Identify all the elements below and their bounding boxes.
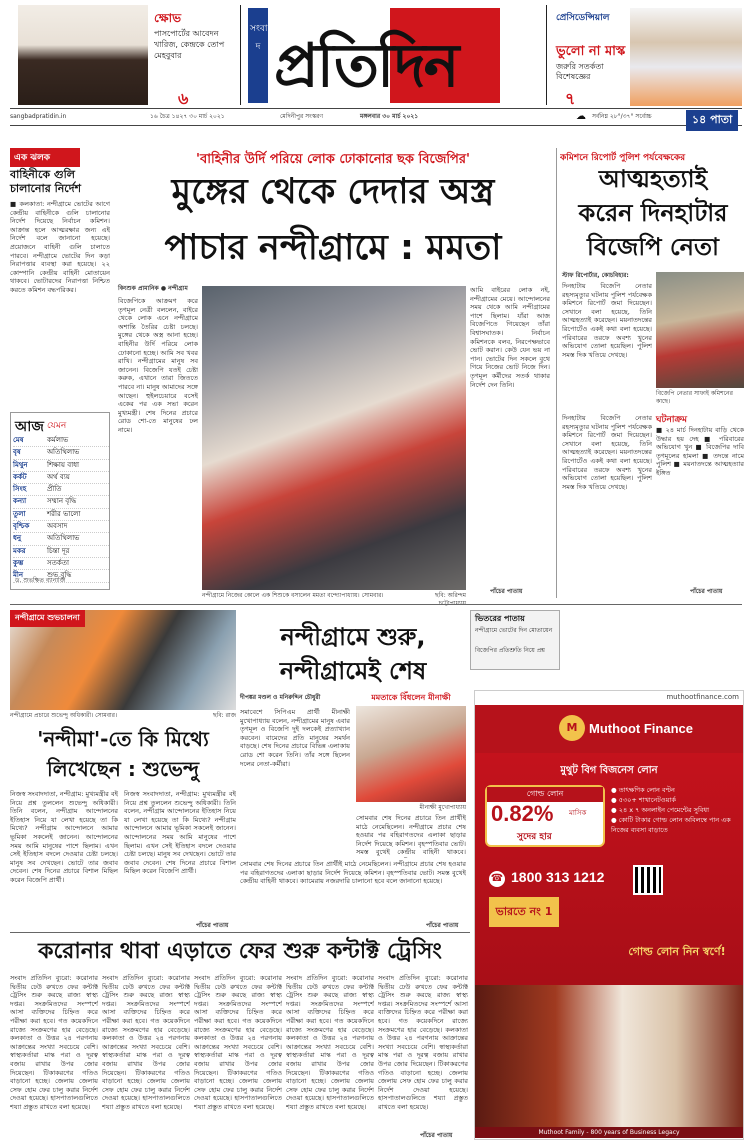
right-headline-line2: করেন দিনহাটার bbox=[578, 199, 728, 227]
ad-features bbox=[611, 785, 737, 835]
lead-cont[interactable]: পাঁচের পাতায় bbox=[490, 588, 523, 595]
second-body3: সোমবার শেষ দিনের প্রচারে তিন প্রার্থীই মাঠে নেমেছিলেন। নন্দীগ্রামে প্রচার শেষ হওয়ার পর বহিরাগতদের এলাকা ছাড়ার নির্দেশ দিয়েছে কমিশন। বৃহস্পতিবার ভোট। সমস্ত বুথেই কেন্দ্রীয় বাহিনী থাকবে। ক্যামেরায় নজরদারি চালানো হবে বলে জানানো হয়েছে। bbox=[240, 860, 466, 886]
right-promo-text: জরুরি সতর্কতা বিশেষজ্ঞের bbox=[556, 62, 604, 81]
ad-phone[interactable]: 1800 313 1212 bbox=[511, 869, 605, 885]
left-promo-title: ক্ষোভ bbox=[154, 11, 182, 25]
website[interactable]: sangbadpratidin.in bbox=[10, 113, 67, 120]
bottom-col-2: সংবাদ প্রতিদিন ব্যুরো: করোনার দ্বিতীয় ঢেউ রুখতে ফের কন্টাক্ট ট্রেসিং শুরু করছে রাজ্য স্বাস্থ্য দপ্তর। সংক্রমিতদের সংস্পর্শে আসা ব্যক্তিদের চিহ্নিত করে পরীক্ষা করা হবে। গত কয়েকদিনে রাজ্যে সংক্রমণের হার বেড়েছে। কলকাতা ও উত্তর ২৪ পরগনায় আক্রান্তের সংখ্যা সবচেয়ে বেশি। স্বাস্থ্যকর্তারা মাস্ক পরা ও দূরত্ব বজায় রাখার উপর জোর দিয়েছেন। টিকাকরণের গতিও বাড়ানো হচ্ছে। জেলায় জেলায় সেফ হোম ফের চালু করার নির্দেশ দেওয়া হয়েছে। হাসপাতালগুলিতে শয্যা প্রস্তুত রাখতে বলা হয়েছে। bbox=[102, 974, 190, 1111]
ad-rate-suffix: মাসিক bbox=[569, 809, 587, 817]
aaj-sign: তুলা bbox=[13, 509, 26, 518]
aaj-sign: মকর bbox=[13, 546, 26, 555]
ghotonakrom-box bbox=[656, 412, 744, 588]
left-promo-divider bbox=[240, 5, 241, 105]
hrule-2 bbox=[10, 932, 470, 933]
ad-feature: ● কোটি টাকার গোল্ড লোন অবিলম্বে পান এক নিজের ব্যবসা বাড়াতে bbox=[611, 816, 731, 834]
aaj-text: চিন্তা দূর bbox=[47, 546, 70, 555]
aaj-text: অর্থ ব্যয় bbox=[47, 472, 70, 481]
right-byline: স্টাফ রিপোর্টার, কোচবিহার: bbox=[562, 272, 629, 279]
aaj-row bbox=[13, 484, 109, 496]
inside-header: ভিতরের পাতায় bbox=[475, 614, 525, 623]
hrule-1 bbox=[10, 604, 742, 605]
aaj-text: অতিথিলাভ bbox=[47, 534, 80, 543]
inside-box bbox=[470, 610, 560, 670]
issue-info: ১৬ চৈত্র ১৪২৭ ৩০ মার্চ ২০২১ bbox=[150, 113, 225, 120]
ad-gold-loan-label: গোল্ড লোন bbox=[487, 787, 603, 802]
second-sub-kicker: মমতাকে বিঁধলেন মীনাক্ষী bbox=[371, 693, 451, 702]
lead-photo bbox=[202, 286, 466, 590]
ad-rate-text: সুদের হার bbox=[517, 832, 552, 842]
ad-url[interactable]: muthootfinance.com bbox=[666, 693, 739, 701]
aaj-text: প্রীতি bbox=[47, 485, 62, 494]
lead-headline-line1: মুঙ্গের থেকে দেদার অস্ত্র bbox=[171, 172, 495, 212]
second-headline-line2: নন্দীগ্রামেই শেষ bbox=[279, 657, 427, 685]
aaj-row bbox=[13, 521, 109, 533]
right-promo-title: ভুলো না মাস্ক bbox=[556, 44, 626, 59]
aaj-subheader: যেমন bbox=[47, 421, 67, 431]
aaj-sign: কর্কট bbox=[13, 472, 27, 481]
right-cont[interactable]: পাঁচের পাতায় bbox=[690, 588, 723, 595]
ad-footer: Muthoot Family - 800 years of Business Legacy bbox=[475, 1127, 743, 1138]
bottom-col-1: সংবাদ প্রতিদিন ব্যুরো: করোনার দ্বিতীয় ঢেউ রুখতে ফের কন্টাক্ট ট্রেসিং শুরু করছে রাজ্য স্বাস্থ্য দপ্তর। সংক্রমিতদের সংস্পর্শে আসা ব্যক্তিদের চিহ্নিত করে পরীক্ষা করা হবে। গত কয়েকদিনে রাজ্যে সংক্রমণের হার বেড়েছে। কলকাতা ও উত্তর ২৪ পরগনায় আক্রান্তের সংখ্যা সবচেয়ে বেশি। স্বাস্থ্যকর্তারা মাস্ক পরা ও দূরত্ব বজায় রাখার উপর জোর দিয়েছেন। টিকাকরণের গতিও বাড়ানো হচ্ছে। জেলায় জেলায় সেফ হোম ফের চালু করার নির্দেশ দেওয়া হয়েছে। হাসপাতালগুলিতে শয্যা প্রস্তুত রাখতে বলা হয়েছে। bbox=[10, 974, 98, 1111]
left-promo-page: ৬ bbox=[178, 89, 189, 108]
aaj-box bbox=[10, 412, 110, 590]
ad-rank-badge: ভারতে নং 1 bbox=[489, 897, 559, 927]
right-headline-line3: বিজেপি নেতা bbox=[587, 233, 719, 261]
right-caption: বিজেপি নেতার সাফাই কমিশনের কাছে। bbox=[656, 390, 733, 405]
right-body-more: দিনহাটায় বিজেপি নেতার রহস্যমৃত্যুর ঘটনায় পুলিশ পর্যবেক্ষক কমিশনে রিপোর্ট জমা দিয়েছেন। সেখানে বলা হয়েছে, তিনি আত্মহত্যাই করেছেন। ময়নাতদন্তের রিপোর্টেও একই কথা বলা হয়েছে। পরিবারের তরফে অবশ্য খুনের অভিযোগ তোলা হয়েছিল। পুলিশ সমস্ত দিক খতিয়ে দেখছে। bbox=[562, 414, 652, 491]
right-promo-brand: প্রেসিডেন্সিয়াল bbox=[556, 13, 610, 23]
right-headline-line1: আত্মহত্যাই bbox=[598, 165, 708, 193]
aaj-sign: মীন bbox=[13, 571, 24, 580]
aaj-row bbox=[13, 472, 109, 484]
second-body: সমাবেশে সিপিএম প্রার্থী মীনাক্ষী মুখোপাধ্যায় বলেন, নন্দীগ্রামের মানুষ এবার তৃণমূল ও বিজেপি দুই দলকেই প্রত্যাখ্যান করবেন। বামেদের প্রতি মানুষের সমর্থন বাড়ছে। শেষ দিনের প্রচারে বিভিন্ন এলাকায় রোড শো করেন তিনি। তাঁর সঙ্গে ছিলেন দলের নেতা-কর্মীরা। bbox=[240, 708, 350, 768]
info-strip bbox=[10, 108, 742, 126]
minakshi-caption: মীনাক্ষী মুখোপাধ্যায় bbox=[419, 804, 466, 811]
aaj-row bbox=[13, 533, 109, 545]
phone-icon: ☎ bbox=[489, 871, 505, 887]
minakshi-photo bbox=[356, 706, 466, 802]
masthead bbox=[0, 0, 750, 140]
ghotonakrom-body: ■ ২৪ মার্চ দিনহাটায় বাড়ি থেকে উদ্ধার হয় দেহ ■ পরিবারের অভিযোগ খুন ■ বিজেপির দাবি তৃণমূলের হামলা ■ তদন্তে নামে পুলিশ ■ ময়নাতদন্তে আত্মহত্যার ইঙ্গিত bbox=[656, 426, 744, 477]
lead-byline: কিংশুক প্রামানিক ● নন্দীগ্রাম bbox=[118, 285, 188, 292]
aaj-sign: কুম্ভ bbox=[13, 558, 24, 567]
logo-text: প্রতিদিন bbox=[274, 31, 458, 101]
ad-brand: Muthoot Finance bbox=[589, 721, 693, 736]
aaj-sign: বৃষ bbox=[13, 448, 21, 457]
bottom-cont[interactable]: পাঁচের পাতায় bbox=[420, 1132, 453, 1139]
aaj-row bbox=[13, 447, 109, 459]
edition: মেদিনীপুর সংস্করণ bbox=[280, 113, 324, 120]
inside-item2[interactable]: বিজেপির প্রতিশ্রুতি নিয়ে প্রশ্ন bbox=[475, 647, 545, 654]
aaj-sign: সিংহ bbox=[13, 485, 27, 494]
ek-jholok-header: এক ঝলক bbox=[10, 148, 80, 167]
third-cont[interactable]: পাঁচের পাতায় bbox=[196, 922, 229, 929]
lead-headline-line2: পাচার নন্দীগ্রামে : মমতা bbox=[164, 228, 502, 268]
ad-slogan: গোল্ড লোন নিন স্বর্ণে! bbox=[628, 945, 726, 958]
right-promo-divider bbox=[546, 5, 547, 105]
lead-body2: আমি বাইরের লোক নই, নন্দীগ্রামের মেয়ে। আন্দোলনের সময় থেকে আমি নন্দীগ্রামের পাশে ছিলাম। যাঁরা আজ বিজেপিতে গিয়েছেন তাঁরা বিশ্বাসঘাতক। নির্বাচন কমিশনকে বলব, নিরপেক্ষভাবে ভোট করান। কেউ যেন ভয় না পান। ভোটের দিন সকলে বুথে গিয়ে নিজের ভোট নিজে দিন। তৃণমূল কর্মীদের সতর্ক থাকার নির্দেশ দেন তিনি। bbox=[470, 286, 550, 389]
third-headline-line1: 'নন্দীমা'-তে কি মিথ্যে bbox=[37, 727, 209, 751]
aaj-list bbox=[13, 435, 109, 583]
aaj-row bbox=[13, 460, 109, 472]
right-promo-photo bbox=[630, 8, 742, 106]
aaj-credit: ড. শুভক্ষিত ব্যানার্জি bbox=[15, 577, 66, 584]
aaj-sign: ধনু bbox=[13, 534, 22, 543]
aaj-sign: মিথুন bbox=[13, 460, 28, 469]
weather: সর্বনিম্ন ২৮°/৩৭° সর্বোচ্চ bbox=[592, 113, 652, 120]
ad-rate-badge bbox=[485, 785, 605, 847]
bottom-col-5: সংবাদ প্রতিদিন ব্যুরো: করোনার দ্বিতীয় ঢেউ রুখতে ফের কন্টাক্ট ট্রেসিং শুরু করছে রাজ্য স্বাস্থ্য দপ্তর। সংক্রমিতদের সংস্পর্শে আসা ব্যক্তিদের চিহ্নিত করে পরীক্ষা করা হবে। গত কয়েকদিনে রাজ্যে সংক্রমণের হার বেড়েছে। কলকাতা ও উত্তর ২৪ পরগনায় আক্রান্তের সংখ্যা সবচেয়ে বেশি। স্বাস্থ্যকর্তারা মাস্ক পরা ও দূরত্ব বজায় রাখার উপর জোর দিয়েছেন। টিকাকরণের গতিও বাড়ানো হচ্ছে। জেলায় জেলায় সেফ হোম ফের চালু করার নির্দেশ দেওয়া হয়েছে। হাসপাতালগুলিতে শয্যা প্রস্তুত রাখতে বলা হয়েছে। bbox=[378, 974, 468, 1111]
right-col-divider bbox=[556, 148, 557, 598]
aaj-row bbox=[13, 509, 109, 521]
second-byline: দীপঙ্কর মণ্ডল ও মনিরুদ্দিন চৌধুরী bbox=[240, 694, 321, 701]
right-photo bbox=[656, 272, 744, 388]
third-headline-line2: লিখেছেন : শুভেন্দু bbox=[46, 757, 199, 781]
ad-tagline: মুথুট বিগ বিজনেস লোন bbox=[560, 765, 658, 776]
aaj-text: কর্মলাভ bbox=[47, 436, 69, 444]
bottom-col-3: সংবাদ প্রতিদিন ব্যুরো: করোনার দ্বিতীয় ঢেউ রুখতে ফের কন্টাক্ট ট্রেসিং শুরু করছে রাজ্য স্বাস্থ্য দপ্তর। সংক্রমিতদের সংস্পর্শে আসা ব্যক্তিদের চিহ্নিত করে পরীক্ষা করা হবে। গত কয়েকদিনে রাজ্যে সংক্রমণের হার বেড়েছে। কলকাতা ও উত্তর ২৪ পরগনায় আক্রান্তের সংখ্যা সবচেয়ে বেশি। স্বাস্থ্যকর্তারা মাস্ক পরা ও দূরত্ব বজায় রাখার উপর জোর দিয়েছেন। টিকাকরণের গতিও বাড়ানো হচ্ছে। জেলায় জেলায় সেফ হোম ফের চালু করার নির্দেশ দেওয়া হয়েছে। হাসপাতালগুলিতে শয্যা প্রস্তুত রাখতে বলা হয়েছে। bbox=[194, 974, 282, 1111]
left-promo-text: পাসপোর্টের আবেদন খারিজ, কেন্দ্রকে তোপ মেহবুবার bbox=[154, 29, 225, 60]
aaj-row bbox=[13, 496, 109, 508]
aaj-row bbox=[13, 435, 109, 447]
pages: ১৪ পাতা bbox=[686, 110, 738, 131]
ek-jholok-body: ■ কলকাতা: নন্দীগ্রামে ভোটের আগে কেন্দ্রীয় বাহিনীকে গুলি চালানোর নির্দেশ দিয়েছে নির্বাচন কমিশন। আক্রান্ত হলে আত্মরক্ষার জন্য এই নির্দেশ বলে জানানো হয়েছে। প্রয়োজনে বাহিনী গুলি চালাতে পারবে। নন্দীগ্রামে ভোটের দিন কড়া নিরাপত্তার ব্যবস্থা করা হয়েছে। ২২ কোম্পানি কেন্দ্রীয় বাহিনী মোতায়েন থাকবে। ভোটারদের নিরাপত্তা নিশ্চিত করতে কমিশন বদ্ধপরিকর। bbox=[10, 200, 110, 294]
aaj-text: অতিথিলাভ bbox=[47, 448, 80, 457]
logo bbox=[270, 8, 500, 103]
date: মঙ্গলবার ৩০ মার্চ ২০২১ bbox=[360, 113, 419, 120]
ad-feature: ● ৫৩০+ শাখানেটওয়ার্ক bbox=[611, 796, 676, 804]
ad-rate: 0.82% bbox=[491, 801, 554, 826]
lead-body: বিজেপিকে আক্রমণ করে তৃণমূল নেত্রী বললেন, বাইরে থেকে লোক এনে নন্দীগ্রামে অশান্তি তৈরির চেষ্টা চলছে। মুঙ্গের থেকে অস্ত্র আনা হচ্ছে। বাহিনীর উর্দি পরিয়ে লোক ঢোকানো হচ্ছে। আমি সব খবর রাখি। নন্দীগ্রামের মানুষ সব জানেন। বিজেপি যতই চেষ্টা করুক, এখানে তারা জিততে পারবে না। মানুষ আমাদের সঙ্গে আছেন। হুইলচেয়ারে বসেই একের পর এক সভা করেন মুখ্যমন্ত্রী। শেষ দিনের প্রচারে রোড শো-তে মানুষের ঢল নামে। bbox=[118, 297, 198, 434]
ad-photo bbox=[475, 985, 743, 1127]
ad-top-band bbox=[475, 705, 743, 753]
aaj-row bbox=[13, 558, 109, 570]
aaj-text: শরীর ভালো bbox=[47, 509, 81, 518]
aaj-text: অবসাদ bbox=[47, 522, 68, 531]
qr-code-icon bbox=[633, 865, 663, 895]
ghotonakrom-header: ঘটনাক্রম bbox=[656, 415, 687, 425]
ek-jholok-headline: বাহিনীকে গুলি চালানোর নির্দেশ bbox=[10, 168, 81, 195]
aaj-sign: কন্যা bbox=[13, 497, 27, 506]
ad-body bbox=[475, 753, 743, 985]
ad-feature: ● ২৪ x ৭ অনলাইন পেমেন্টের সুবিধা bbox=[611, 806, 709, 814]
ad-muthoot[interactable] bbox=[474, 690, 744, 1140]
aaj-text: সতর্কতা bbox=[47, 558, 70, 567]
right-promo-page: ৭ bbox=[565, 89, 576, 108]
nandigram-photo-credit: ছবি: রাজ bbox=[212, 712, 236, 719]
aaj-row bbox=[13, 546, 109, 558]
aaj-text: শুভ বুদ্ধি bbox=[47, 571, 72, 580]
weather-icon: ☁ bbox=[576, 111, 586, 122]
inside-item1[interactable]: নন্দীগ্রামে ভোটের দিন মোতায়েন bbox=[475, 627, 553, 634]
ek-jholok-box bbox=[10, 148, 110, 396]
nandigram-photo-caption: নন্দীগ্রামে প্রচারে শুভেন্দু অধিকারী। সোমবার। bbox=[10, 712, 118, 719]
aaj-text: শিক্ষায় বাধা bbox=[47, 460, 80, 469]
logo-side-text: সংবাদ bbox=[250, 24, 268, 52]
second-cont[interactable]: পাঁচের পাতায় bbox=[426, 922, 459, 929]
third-body-col2: নিজস্ব সংবাদদাতা, নন্দীগ্রাম: মুখ্যমন্ত্রীর বই নিয়ে প্রশ্ন তুললেন শুভেন্দু অধিকারী। তিনি বলেন, নন্দীগ্রাম আন্দোলনের ইতিহাস নিয়ে যা লেখা হয়েছে তা কি মিথ্যে? নন্দীগ্রাম আন্দোলনে আমার ভূমিকা সকলেই জানেন। আন্দোলনের সময় আমি মানুষের পাশে ছিলাম। এখন সেই ইতিহাস বদলে দেওয়ার চেষ্টা চলছে। মানুষ সব দেখছেন। ভোটে তার জবাব দেবেন। শেষ দিনের প্রচারে বিশাল মিছিল করেন বিজেপি প্রার্থী। bbox=[124, 790, 236, 876]
ad-feature: ● তাৎক্ষণিক লোন বণ্টন bbox=[611, 786, 675, 794]
second-headline-line1: নন্দীগ্রামে শুরু, bbox=[280, 623, 426, 651]
nandigram-photo-header: নন্দীগ্রামে শুভচালনা bbox=[10, 610, 85, 627]
aaj-text: সম্মান বৃদ্ধি bbox=[47, 497, 77, 506]
right-kicker: কমিশনে রিপোর্ট পুলিশ পর্যবেক্ষকের bbox=[560, 153, 686, 163]
aaj-sign: মেষ bbox=[13, 436, 24, 444]
bottom-headline: করোনার থাবা এড়াতে ফের শুরু কন্টাক্ট ট্রেসিং bbox=[38, 939, 442, 964]
lead-caption: নন্দীগ্রামে নিজের কোলে এক শিশুকে বসালেন মমতা বন্দ্যোপাধ্যায়। সোমবার। bbox=[202, 592, 384, 599]
muthoot-logo-icon: M bbox=[559, 715, 585, 741]
lead-photo-credit: ছবি: অরিন্দম bbox=[435, 592, 466, 599]
left-promo-photo bbox=[18, 5, 148, 105]
bottom-col-4: সংবাদ প্রতিদিন ব্যুরো: করোনার দ্বিতীয় ঢেউ রুখতে ফের কন্টাক্ট ট্রেসিং শুরু করছে রাজ্য স্বাস্থ্য দপ্তর। সংক্রমিতদের সংস্পর্শে আসা ব্যক্তিদের চিহ্নিত করে পরীক্ষা করা হবে। গত কয়েকদিনে রাজ্যে সংক্রমণের হার বেড়েছে। কলকাতা ও উত্তর ২৪ পরগনায় আক্রান্তের সংখ্যা সবচেয়ে বেশি। স্বাস্থ্যকর্তারা মাস্ক পরা ও দূরত্ব বজায় রাখার উপর জোর দিয়েছেন। টিকাকরণের গতিও বাড়ানো হচ্ছে। জেলায় জেলায় সেফ হোম ফের চালু করার নির্দেশ দেওয়া হয়েছে। হাসপাতালগুলিতে শয্যা প্রস্তুত রাখতে বলা হয়েছে। bbox=[286, 974, 374, 1111]
lead-kicker: 'বাহিনীর উর্দি পরিয়ে লোক ঢোকানোর ছক বিজেপির' bbox=[195, 152, 471, 167]
third-body-col1: নিজস্ব সংবাদদাতা, নন্দীগ্রাম: মুখ্যমন্ত্রীর বই নিয়ে প্রশ্ন তুললেন শুভেন্দু অধিকারী। তিনি বলেন, নন্দীগ্রাম আন্দোলনের ইতিহাস নিয়ে যা লেখা হয়েছে তা কি মিথ্যে? নন্দীগ্রাম আন্দোলনে আমার ভূমিকা সকলেই জানেন। আন্দোলনের সময় আমি মানুষের পাশে ছিলাম। এখন সেই ইতিহাস বদলে দেওয়ার চেষ্টা চলছে। মানুষ সব দেখছেন। ভোটে তার জবাব দেবেন। শেষ দিনের প্রচারে বিশাল মিছিল করেন বিজেপি প্রার্থী। bbox=[10, 790, 118, 884]
aaj-sign: বৃশ্চিক bbox=[13, 522, 30, 531]
right-body: দিনহাটায় বিজেপি নেতার রহস্যমৃত্যুর ঘটনায় পুলিশ পর্যবেক্ষক কমিশনে রিপোর্ট জমা দিয়েছেন। সেখানে বলা হয়েছে, তিনি আত্মহত্যাই করেছেন। ময়নাতদন্তের রিপোর্টেও একই কথা বলা হয়েছে। পরিবারের তরফে অবশ্য খুনের অভিযোগ তোলা হয়েছিল। পুলিশ সমস্ত দিক খতিয়ে দেখছে। bbox=[562, 282, 652, 359]
aaj-header: আজ bbox=[15, 419, 44, 435]
second-body2: সোমবার শেষ দিনের প্রচারে তিন প্রার্থীই মাঠে নেমেছিলেন। নন্দীগ্রামে প্রচার শেষ হওয়ার পর বহিরাগতদের এলাকা ছাড়ার নির্দেশ দিয়েছে কমিশন। বৃহস্পতিবার ভোট। সমস্ত বুথেই কেন্দ্রীয় বাহিনী থাকবে। bbox=[356, 814, 466, 857]
